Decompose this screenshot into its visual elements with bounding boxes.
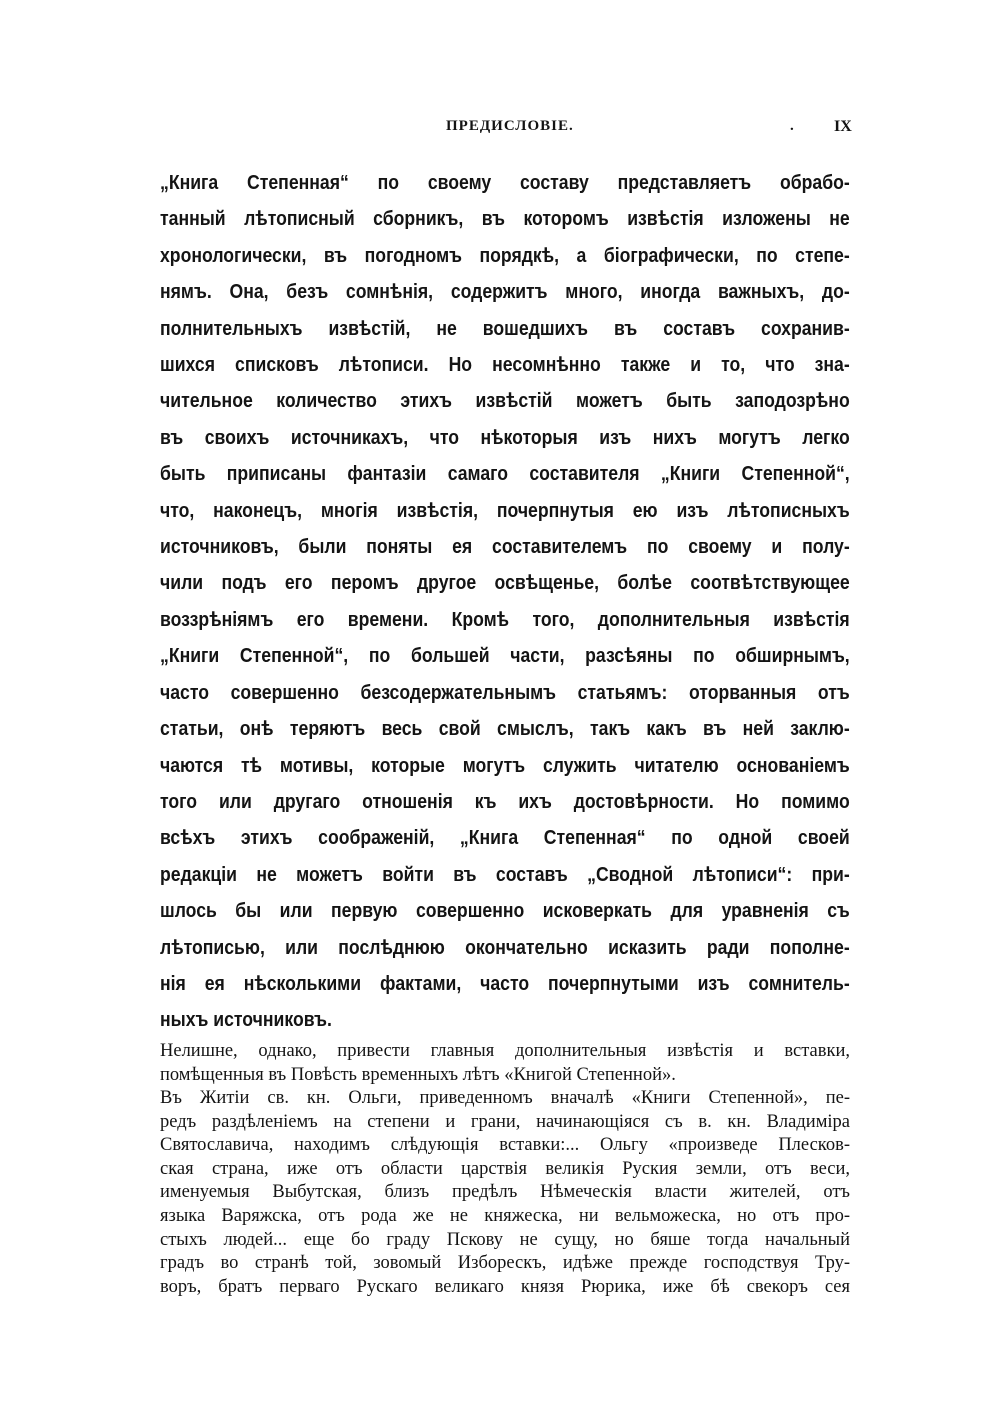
header-title: ПРЕДИСЛОВІЕ. bbox=[446, 118, 574, 134]
text-line: языка Варяжска, отъ рода же не княжеска, ни вельможеска, но отъ про- bbox=[160, 1205, 850, 1226]
text-line: чаются тѣ мотивы, которые могутъ служить читателю основаніемъ bbox=[160, 753, 850, 777]
text-line: редакціи не можетъ войти въ составъ „Сводной лѣтописи“: при- bbox=[160, 862, 850, 886]
header-dot: . bbox=[790, 118, 794, 134]
text-line: воззрѣніямъ его времени. Кромѣ того, дополнительныя извѣстія bbox=[160, 607, 850, 631]
text-line: редъ раздѣленіемъ на степени и грани, начинающіяся съ в. кн. Владиміра bbox=[160, 1111, 850, 1132]
running-header bbox=[0, 118, 1000, 138]
text-line: полнительныхъ извѣстій, не вошедшихъ въ составъ сохранив- bbox=[160, 316, 850, 340]
text-line: того или другаго отношенія къ ихъ достовѣрности. Но помимо bbox=[160, 789, 850, 813]
text-line: часто совершенно безсодержательнымъ статьямъ: оторванныя отъ bbox=[160, 680, 850, 704]
text-line: ныхъ источниковъ. bbox=[160, 1008, 332, 1032]
text-line: быть приписаны фантазіи самаго составителя „Книги Степенной“, bbox=[160, 462, 850, 486]
text-line: танный лѣтописный сборникъ, въ которомъ извѣстія изложены не bbox=[160, 207, 850, 231]
small-paragraph-intro bbox=[160, 1040, 850, 1087]
text-line: Святославича, находимъ слѣдующія вставки:... Ольгу «произведе Плесков- bbox=[160, 1135, 850, 1156]
text-line: помѣщенныя въ Повѣсть временныхъ лѣтъ «Книгой Степенной». bbox=[160, 1064, 676, 1085]
text-line: статьи, онѣ теряютъ весь свой смыслъ, такъ какъ въ ней заклю- bbox=[160, 717, 850, 741]
text-line: ская страна, иже отъ области царствія великія Руския земли, отъ веси, bbox=[160, 1158, 850, 1179]
main-paragraph bbox=[160, 165, 850, 1039]
text-line: чили подъ его перомъ другое освѣщенье, болѣе соотвѣтствующее bbox=[160, 571, 850, 595]
text-line: воръ, братъ перваго Рускаго великаго князя Рюрика, иже бѣ свекоръ сея bbox=[160, 1276, 850, 1297]
text-line: именуемыя Выбутская, близъ предѣлъ Нѣмеческія власти жителей, отъ bbox=[160, 1182, 850, 1203]
page-number: IX bbox=[834, 118, 852, 135]
text-line: чительное количество этихъ извѣстій можетъ быть заподозрѣно bbox=[160, 389, 850, 413]
text-line: что, наконецъ, многія извѣстія, почерпнутыя ею изъ лѣтописныхъ bbox=[160, 498, 850, 522]
text-line: „Книги Степенной“, по большей части, разсѣяны по обширнымъ, bbox=[160, 644, 850, 668]
text-line: лѣтописью, или послѣднюю окончательно исказить ради пополне- bbox=[160, 935, 850, 959]
text-line: въ своихъ источникахъ, что нѣкоторыя изъ нихъ могутъ легко bbox=[160, 425, 850, 449]
text-line: источниковъ, были поняты ея составителемъ по своему и полу- bbox=[160, 535, 850, 559]
text-line: стыхъ людей... еще бо граду Пскову не сущу, но бяше тогда начальный bbox=[160, 1229, 850, 1250]
small-paragraph-olga bbox=[160, 1087, 850, 1299]
text-line: шихся списковъ лѣтописи. Но несомнѣнно также и то, что зна- bbox=[160, 353, 850, 377]
text-line: градъ во странѣ той, зовомый Изборескъ, идѣже прежде господствуя Тру- bbox=[160, 1253, 850, 1274]
text-line: всѣхъ этихъ соображеній, „Книга Степенная“ по одной своей bbox=[160, 826, 850, 850]
text-line: нія ея нѣсколькими фактами, часто почерпнутыми изъ сомнитель- bbox=[160, 971, 850, 995]
text-line: нямъ. Она, безъ сомнѣнія, содержитъ много, иногда важныхъ, до- bbox=[160, 280, 850, 304]
text-line: хронологически, въ погодномъ порядкѣ, а біографически, по степе- bbox=[160, 243, 850, 267]
text-line: „Книга Степенная“ по своему составу представляетъ обрабо- bbox=[160, 171, 850, 194]
text-line: шлось бы или первую совершенно исковеркать для уравненія съ bbox=[160, 899, 850, 923]
text-line: Въ Житіи св. кн. Ольги, приведенномъ вначалѣ «Книги Степенной», пе- bbox=[160, 1088, 850, 1108]
text-line: Нелишне, однако, привести главныя дополнительныя извѣстія и вставки, bbox=[160, 1041, 850, 1061]
